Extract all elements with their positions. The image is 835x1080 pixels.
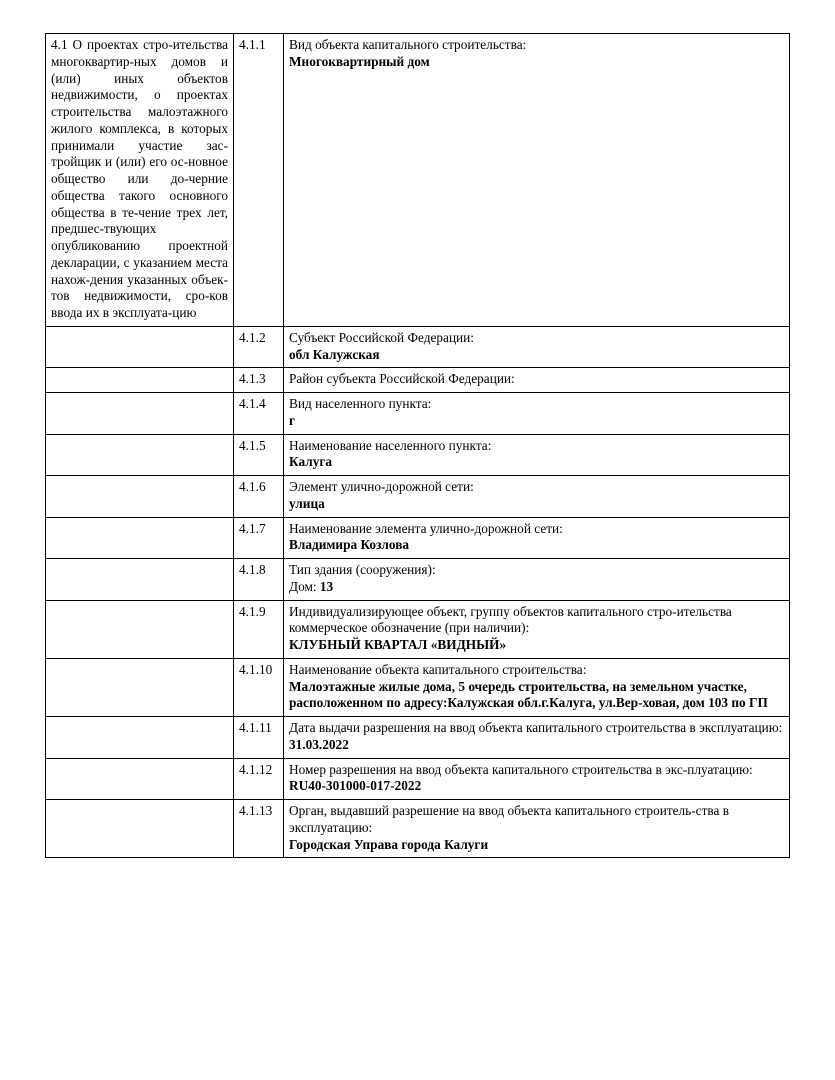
row-label: Субъект Российской Федерации: — [289, 329, 474, 345]
row-code-cell: 4.1.7 — [234, 517, 284, 559]
row-content-cell — [284, 476, 790, 518]
row-value: Калуга — [289, 454, 333, 470]
row-content-cell — [284, 34, 790, 327]
row-value: Многоквартирный дом — [289, 53, 430, 69]
row-code-cell: 4.1.11 — [234, 717, 284, 759]
row-content-cell — [284, 559, 790, 601]
empty-cell — [46, 800, 234, 858]
empty-cell — [46, 517, 234, 559]
table-row — [46, 559, 790, 601]
row-code-cell: 4.1.12 — [234, 758, 284, 800]
row-label: Вид населенного пункта: — [289, 396, 432, 411]
row-code-cell: 4.1.5 — [234, 434, 284, 476]
row-value: Владимира Козлова — [289, 537, 410, 553]
row-content-cell — [284, 658, 790, 716]
empty-cell — [46, 600, 234, 658]
row-content-cell — [284, 600, 790, 658]
row-code-cell: 4.1.6 — [234, 476, 284, 518]
section-label-cell: 4.1 О проектах стро-ительства многоквартир-ных домов и (или) иных объектов недвижимости, о проектах строительства малоэтажного жилого комплекса, в которых принимали участие зас-тройщик и (или) его ос-новное общество или до-черние общества такого основного общества в те-чение трех лет, предшес-твующих опубликованию проектной декларации, с указанием места нахож-дения указанных объек-тов недвижимости, сро-ков ввода их в эксплуата-цию — [46, 34, 234, 327]
row-value: улица — [289, 495, 325, 511]
row-code-cell: 4.1.10 — [234, 658, 284, 716]
empty-cell — [46, 717, 234, 759]
empty-cell — [46, 658, 234, 716]
row-value: Малоэтажные жилые дома, 5 очередь строительства, на земельном участке, расположенном по адресу:Калужская обл.г.Калуга, ул.Вер-ховая, дом 103 по ГП — [289, 678, 768, 711]
row-value: 13 — [319, 578, 334, 594]
row-content-cell — [284, 717, 790, 759]
table-row — [46, 368, 790, 393]
row-label: Тип здания (сооружения): — [289, 562, 436, 577]
table-row — [46, 800, 790, 858]
row-value: 31.03.2022 — [289, 736, 349, 752]
row-code-cell: 4.1.4 — [234, 393, 284, 435]
row-value: RU40-301000-017-2022 — [289, 778, 422, 794]
empty-cell — [46, 758, 234, 800]
table-row — [46, 600, 790, 658]
table-row — [46, 517, 790, 559]
row-value-prefix: Дом: — [289, 578, 320, 594]
row-label: Район субъекта Российской Федерации: — [289, 371, 515, 387]
table-row — [46, 326, 790, 368]
table-row — [46, 434, 790, 476]
row-value: обл Калужская — [289, 346, 380, 362]
row-code-cell: 4.1.1 — [234, 34, 284, 327]
empty-cell — [46, 368, 234, 393]
table-row — [46, 393, 790, 435]
empty-cell — [46, 326, 234, 368]
row-content-cell — [284, 326, 790, 368]
row-label: Индивидуализирующее объект, группу объектов капитального стро-ительства коммерческое обозначение (при наличии): — [289, 603, 732, 636]
row-label: Наименование объекта капитального строительства: — [289, 661, 587, 677]
row-code-cell: 4.1.8 — [234, 559, 284, 601]
row-content-cell — [284, 434, 790, 476]
row-value: Городская Управа города Калуги — [289, 836, 489, 852]
row-content-cell — [284, 368, 790, 393]
row-code-cell: 4.1.9 — [234, 600, 284, 658]
table-row — [46, 758, 790, 800]
row-value: г — [289, 412, 296, 428]
row-label: Дата выдачи разрешения на ввод объекта капитального строительства в эксплуатацию: — [289, 720, 783, 735]
row-label: Элемент улично-дорожной сети: — [289, 479, 474, 494]
table-row — [46, 34, 790, 327]
declaration-table — [45, 33, 790, 858]
table-row — [46, 658, 790, 716]
empty-cell — [46, 559, 234, 601]
table-row — [46, 717, 790, 759]
row-content-cell — [284, 393, 790, 435]
row-label: Наименование населенного пункта: — [289, 437, 492, 453]
row-content-cell — [284, 800, 790, 858]
row-code-cell: 4.1.3 — [234, 368, 284, 393]
row-code-cell: 4.1.2 — [234, 326, 284, 368]
empty-cell — [46, 476, 234, 518]
row-content-cell — [284, 758, 790, 800]
empty-cell — [46, 393, 234, 435]
row-label: Номер разрешения на ввод объекта капитального строительства в экс-плуатацию: — [289, 761, 753, 777]
row-value: КЛУБНЫЙ КВАРТАЛ «ВИДНЫЙ» — [289, 637, 507, 652]
row-content-cell — [284, 517, 790, 559]
row-label: Орган, выдавший разрешение на ввод объекта капитального строитель-ства в эксплуатацию: — [289, 803, 729, 835]
row-label: Наименование элемента улично-дорожной сети: — [289, 520, 563, 536]
row-code-cell: 4.1.13 — [234, 800, 284, 858]
table-row — [46, 476, 790, 518]
row-label: Вид объекта капитального строительства: — [289, 37, 527, 52]
empty-cell — [46, 434, 234, 476]
row-value-line — [289, 579, 784, 596]
